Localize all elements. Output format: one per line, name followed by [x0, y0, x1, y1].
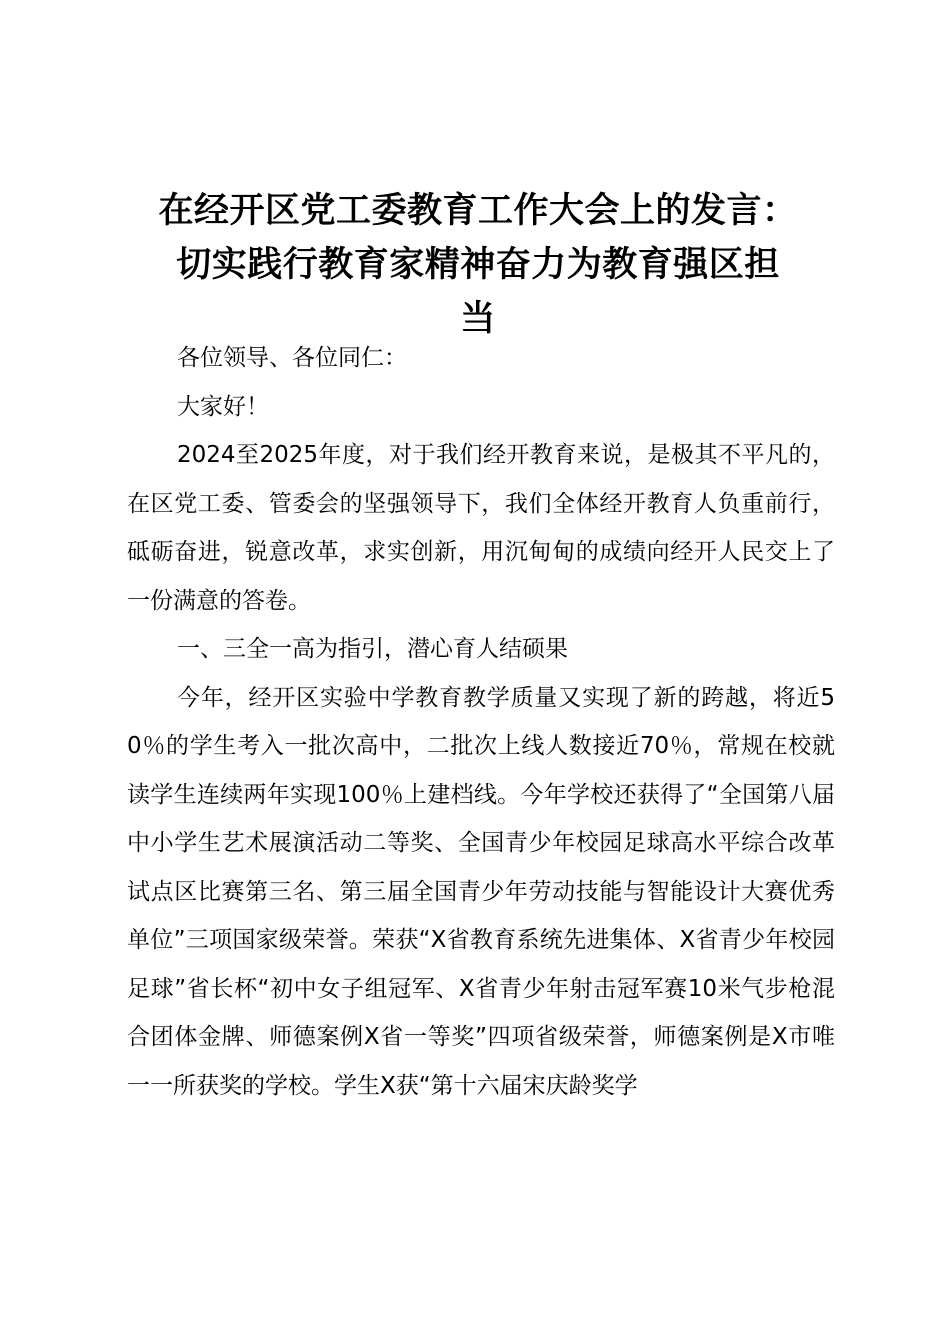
section-heading-1: 一、三全一高为指引，潜心育人结硕果 [177, 636, 568, 662]
document-body [127, 334, 835, 1110]
paragraph-intro: 2024至2025年度，对于我们经开教育来说，是极其不平凡的，在区党工委、管委会的坚强领导下，我们全体经开教育人负重前行，砥砺奋进，锐意改革，求实创新，用沉甸甸的成绩向经开人民交上了一份满意的答卷。 [127, 442, 835, 614]
title-line-2: 切实践行教育家精神奋力为教育强区担 [176, 245, 780, 285]
salutation: 各位领导、各位同仁： [177, 345, 407, 371]
paragraph-achievements: 今年，经开区实验中学教育教学质量又实现了新的跨越，将近50％的学生考入一批次高中，二批次上线人数接近70％，常规在校就读学生连续两年实现100％上建档线。今年学校还获得了“全国第八届中小学生艺术展演活动二等奖、全国青少年校园足球高水平综合改革试点区比赛第三名、第三届全国青少年劳动技能与智能设计大赛优秀单位”三项国家级荣誉。荣获“X省教育系统先进集体、X省青少年校园足球”省长杯“初中女子组冠军、X省青少年射击冠军赛10米气步枪混合团体金牌、师德案例X省一等奖”四项省级荣誉，师德案例是X市唯一一所获奖的学校。学生X获“第十六届宋庆龄奖学 [127, 684, 835, 1099]
greeting: 大家好！ [177, 393, 269, 420]
title-line-3: 当 [460, 299, 496, 339]
title-line-1: 在经开区党工委教育工作大会上的发言： [158, 191, 798, 231]
document-title [118, 184, 838, 346]
